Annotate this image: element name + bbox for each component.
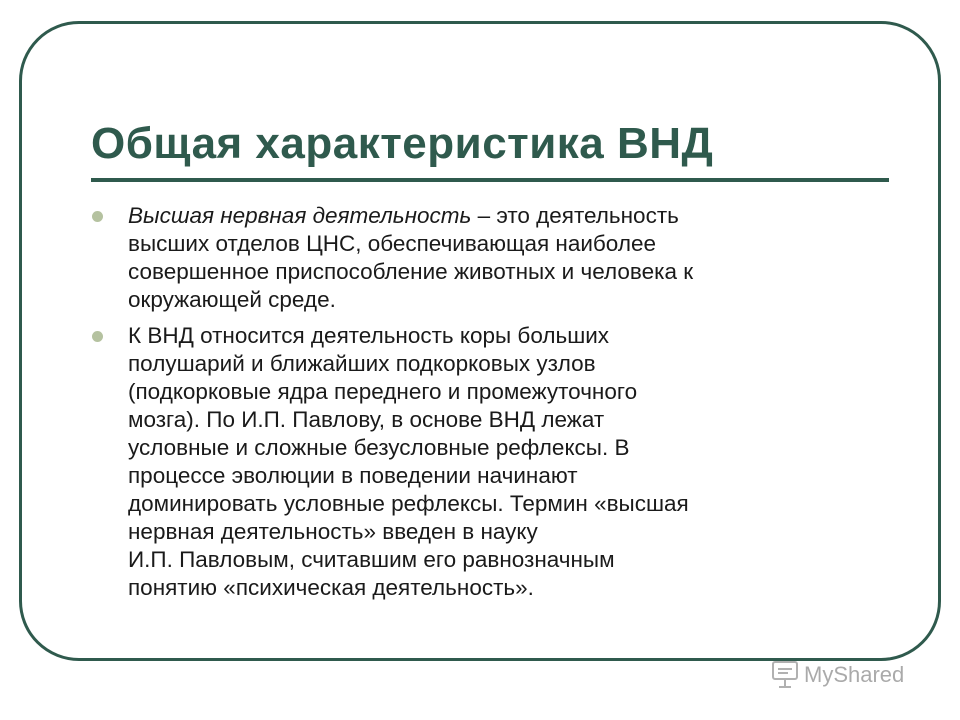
bullet-line: мозга). По И.П. Павлову, в основе ВНД лежат	[128, 407, 605, 432]
watermark-logo	[770, 657, 926, 691]
watermark-text: MyShared	[804, 662, 905, 687]
bullet-item-definition	[92, 202, 882, 314]
bullet-line: окружающей среде.	[128, 287, 336, 312]
bullet-dot-icon	[92, 331, 103, 342]
bullet-line: полушарий и ближайших подкорковых узлов	[128, 351, 596, 376]
myshared-watermark	[770, 657, 926, 691]
bullet-line: доминировать условные рефлексы. Термин «высшая	[128, 491, 689, 516]
bullet-line: (подкорковые ядра переднего и промежуточного	[128, 379, 638, 404]
bullet-line: нервная деятельность» введен в науку	[128, 519, 538, 544]
bullet-item-structure	[92, 322, 882, 602]
bullet-line: условные и сложные безусловные рефлексы. В	[128, 435, 630, 460]
bullet-line	[128, 202, 882, 230]
bullet-dot-icon	[92, 211, 103, 222]
bullet-line: К ВНД относится деятельность коры больших	[128, 323, 610, 348]
bullet-line: высших отделов ЦНС, обеспечивающая наиболее	[128, 231, 656, 256]
term-highlight: Высшая нервная деятельность	[128, 203, 472, 228]
presentation-board-icon	[773, 662, 797, 687]
bullet-list	[92, 202, 882, 610]
bullet-line: совершенное приспособление животных и человека к	[128, 259, 694, 284]
bullet-line: понятию «психическая деятельность».	[128, 575, 534, 600]
bullet-line: процессе эволюции в поведении начинают	[128, 463, 578, 488]
bullet-text: – это деятельность	[471, 203, 679, 228]
title-underline	[91, 178, 889, 182]
bullet-line: И.П. Павловым, считавшим его равнозначным	[128, 547, 615, 572]
slide-title: Общая характеристика ВНД	[91, 119, 714, 168]
